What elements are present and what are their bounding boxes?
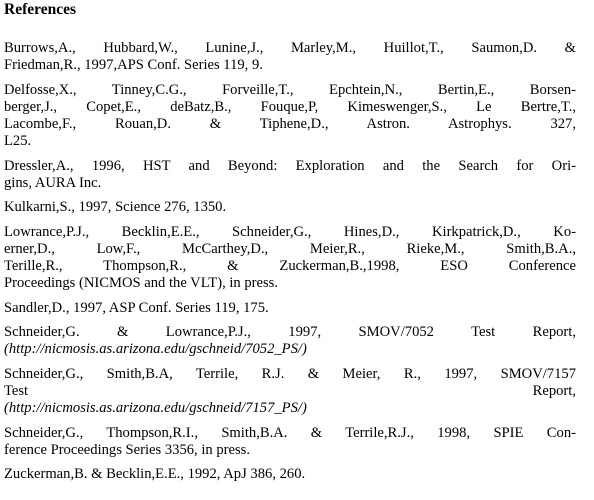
reference-line: Sandler,D., 1997, ASP Conf. Series 119, 175. [4,299,269,316]
reference-line: Schneider,G., Thompson,R.I., Smith,B.A. & Terrile,R.J., 1998, SPIE Con- [4,424,576,441]
reference-entry [4,300,576,317]
reference-entry [4,425,576,459]
reference-line: Zuckerman,B. & Becklin,E.E., 1992, ApJ 386, 260. [4,466,306,483]
reference-line: Lowrance,P.J., Becklin,E.E., Schneider,G., Hines,D., Kirkpatrick,D., Ko- [4,223,576,240]
reference-line: Terille,R., Thompson,R., & Zuckerman,B.,1998, ESO Conference [4,258,576,275]
reference-line: gins, AURA Inc. [4,174,102,191]
reference-line: L25. [4,132,32,149]
reference-line: Burrows,A., Hubbard,W., Lunine,J., Marley,M., Huillot,T., Saumon,D. & [4,40,576,56]
reference-entry [4,158,576,192]
reference-line: Friedman,R., 1997,APS Conf. Series 119, 9. [4,57,263,74]
reference-line: Kulkarni,S., 1997, Science 276, 1350. [4,199,227,216]
reference-entry [4,199,576,216]
reference-entry [4,224,576,292]
reference-entry [4,324,576,358]
reference-line: Dressler,A., 1996, HST and Beyond: Exploration and the Search for Ori- [4,157,576,174]
reference-list [4,40,576,491]
section-heading: References [4,1,77,18]
reference-entry [4,82,576,150]
reference-line: Proceedings (NICMOS and the VLT), in press. [4,275,279,292]
reference-line: ference Proceedings Series 3356, in press. [4,441,250,458]
reference-entry [4,40,576,74]
reference-line: Delfosse,X., Tinney,C.G., Forveille,T., Epchtein,N., Bertin,E., Borsen- [4,81,576,98]
reference-line: (http://nicmosis.as.arizona.edu/gschneid/7052_PS/) [4,341,307,358]
reference-line: Test Report, [4,383,576,400]
reference-line: Schneider,G. & Lowrance,P.J., 1997, SMOV/7052 Test Report, [4,324,576,341]
reference-line: Schneider,G., Smith,B.A, Terrile, R.J. & Meier, R., 1997, SMOV/7157 [4,366,576,382]
reference-line: (http://nicmosis.as.arizona.edu/gschneid/7157_PS/) [4,400,307,417]
reference-line: berger,J., Copet,E., deBatz,B., Fouque,P, Kimeswenger,S., Le Bertre,T., [4,98,576,115]
reference-entry [4,366,576,417]
reference-line: erner,D., Low,F., McCarthey,D., Meier,R., Rieke,M., Smith,B.A., [4,240,576,257]
reference-line: Lacombe,F., Rouan,D. & Tiphene,D., Astron. Astrophys. 327, [4,115,576,132]
reference-entry [4,466,576,483]
